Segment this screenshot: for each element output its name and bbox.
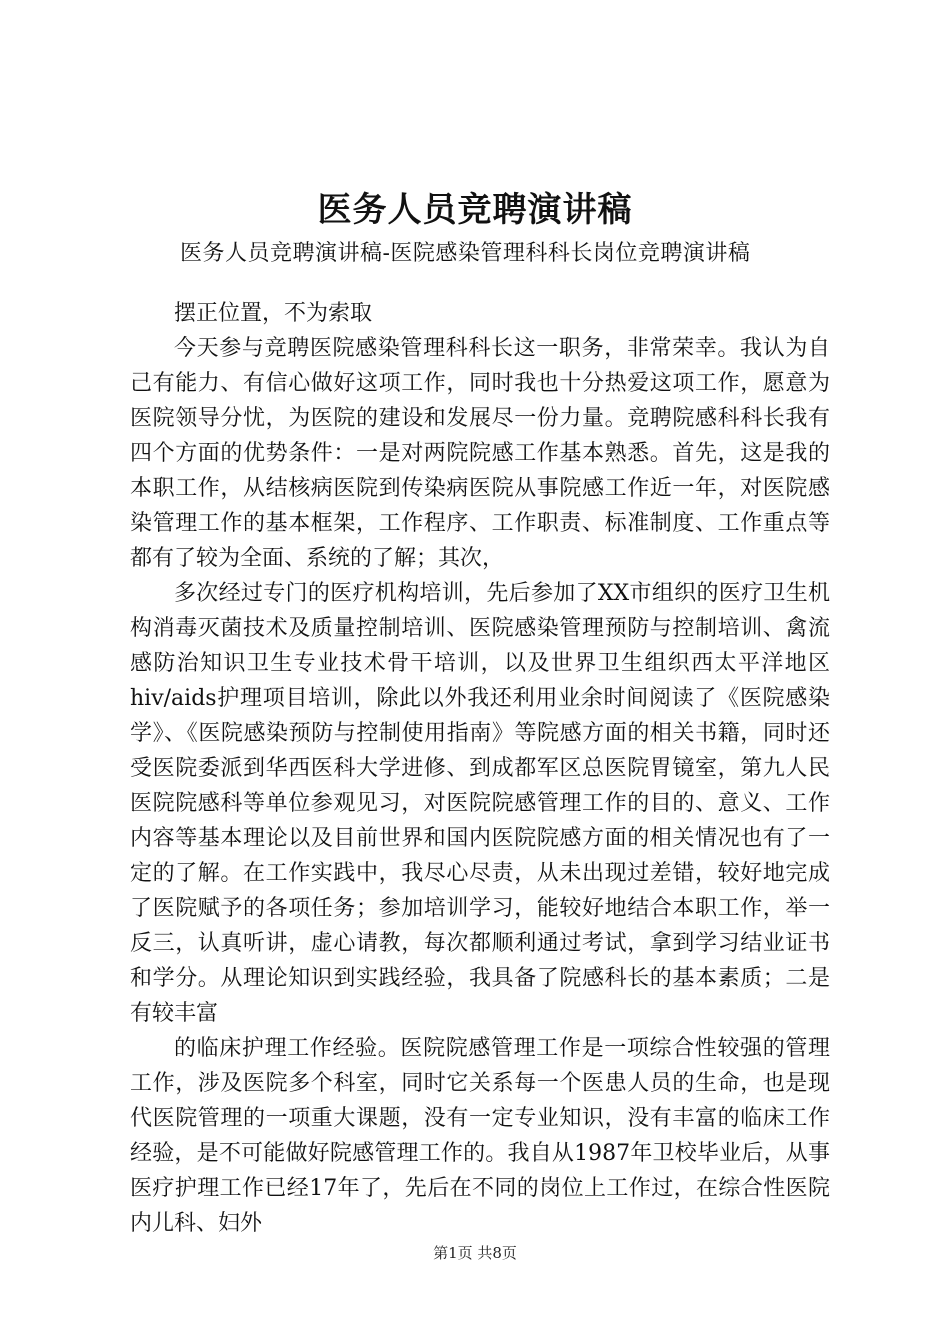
paragraph: 摆正位置，不为索取 bbox=[174, 301, 373, 326]
page-number-footer: 第1页 共8页 bbox=[433, 1244, 517, 1262]
document-subtitle: 医务人员竞聘演讲稿-医院感染管理科科长岗位竞聘演讲稿 bbox=[180, 241, 751, 266]
document-title: 医务人员竞聘演讲稿 bbox=[317, 190, 633, 230]
paragraph: 的临床护理工作经验。医院院感管理工作是一项综合性较强的管理工作，涉及医院多个科室，同时它关系每一个医患人员的生命，也是现代医院管理的一项重大课题，没有一定专业知识，没有丰富的临床工作经验，是不可能做好院感管理工作的。我自从1987年卫校毕业后，从事医疗护理工作已经17年了，先后在不同的岗位上工作过，在综合性医院内儿科、妇外 bbox=[130, 1036, 830, 1236]
document-body bbox=[130, 296, 830, 1241]
paragraph: 多次经过专门的医疗机构培训，先后参加了XX市组织的医疗卫生机构消毒灭菌技术及质量控制培训、医院感染管理预防与控制培训、禽流感防治知识卫生专业技术骨干培训，以及世界卫生组织西太平洋地区hiv/aids护理项目培训，除此以外我还利用业余时间阅读了《医院感染学》、《医院感染预防与控制使用指南》等院感方面的相关书籍，同时还受医院委派到华西医科大学进修、到成都军区总医院胃镜室，第九人民医院院感科等单位参观见习，对医院院感管理工作的目的、意义、工作内容等基本理论以及目前世界和国内医院院感方面的相关情况也有了一定的了解。在工作实践中，我尽心尽责，从未出现过差错，较好地完成了医院赋予的各项任务；参加培训学习，能较好地结合本职工作，举一反三，认真听讲，虚心请教，每次都顺利通过考试，拿到学习结业证书和学分。从理论知识到实践经验，我具备了院感科长的基本素质；二是有较丰富 bbox=[130, 581, 830, 1026]
paragraph: 今天参与竞聘医院感染管理科科长这一职务，非常荣幸。我认为自己有能力、有信心做好这项工作，同时我也十分热爱这项工作，愿意为医院领导分忧，为医院的建设和发展尽一份力量。竞聘院感科科长我有四个方面的优势条件：一是对两院院感工作基本熟悉。首先，这是我的本职工作，从结核病医院到传染病医院从事院感工作近一年，对医院感染管理工作的基本框架，工作程序、工作职责、标准制度、工作重点等都有了较为全面、系统的了解；其次， bbox=[130, 336, 830, 571]
